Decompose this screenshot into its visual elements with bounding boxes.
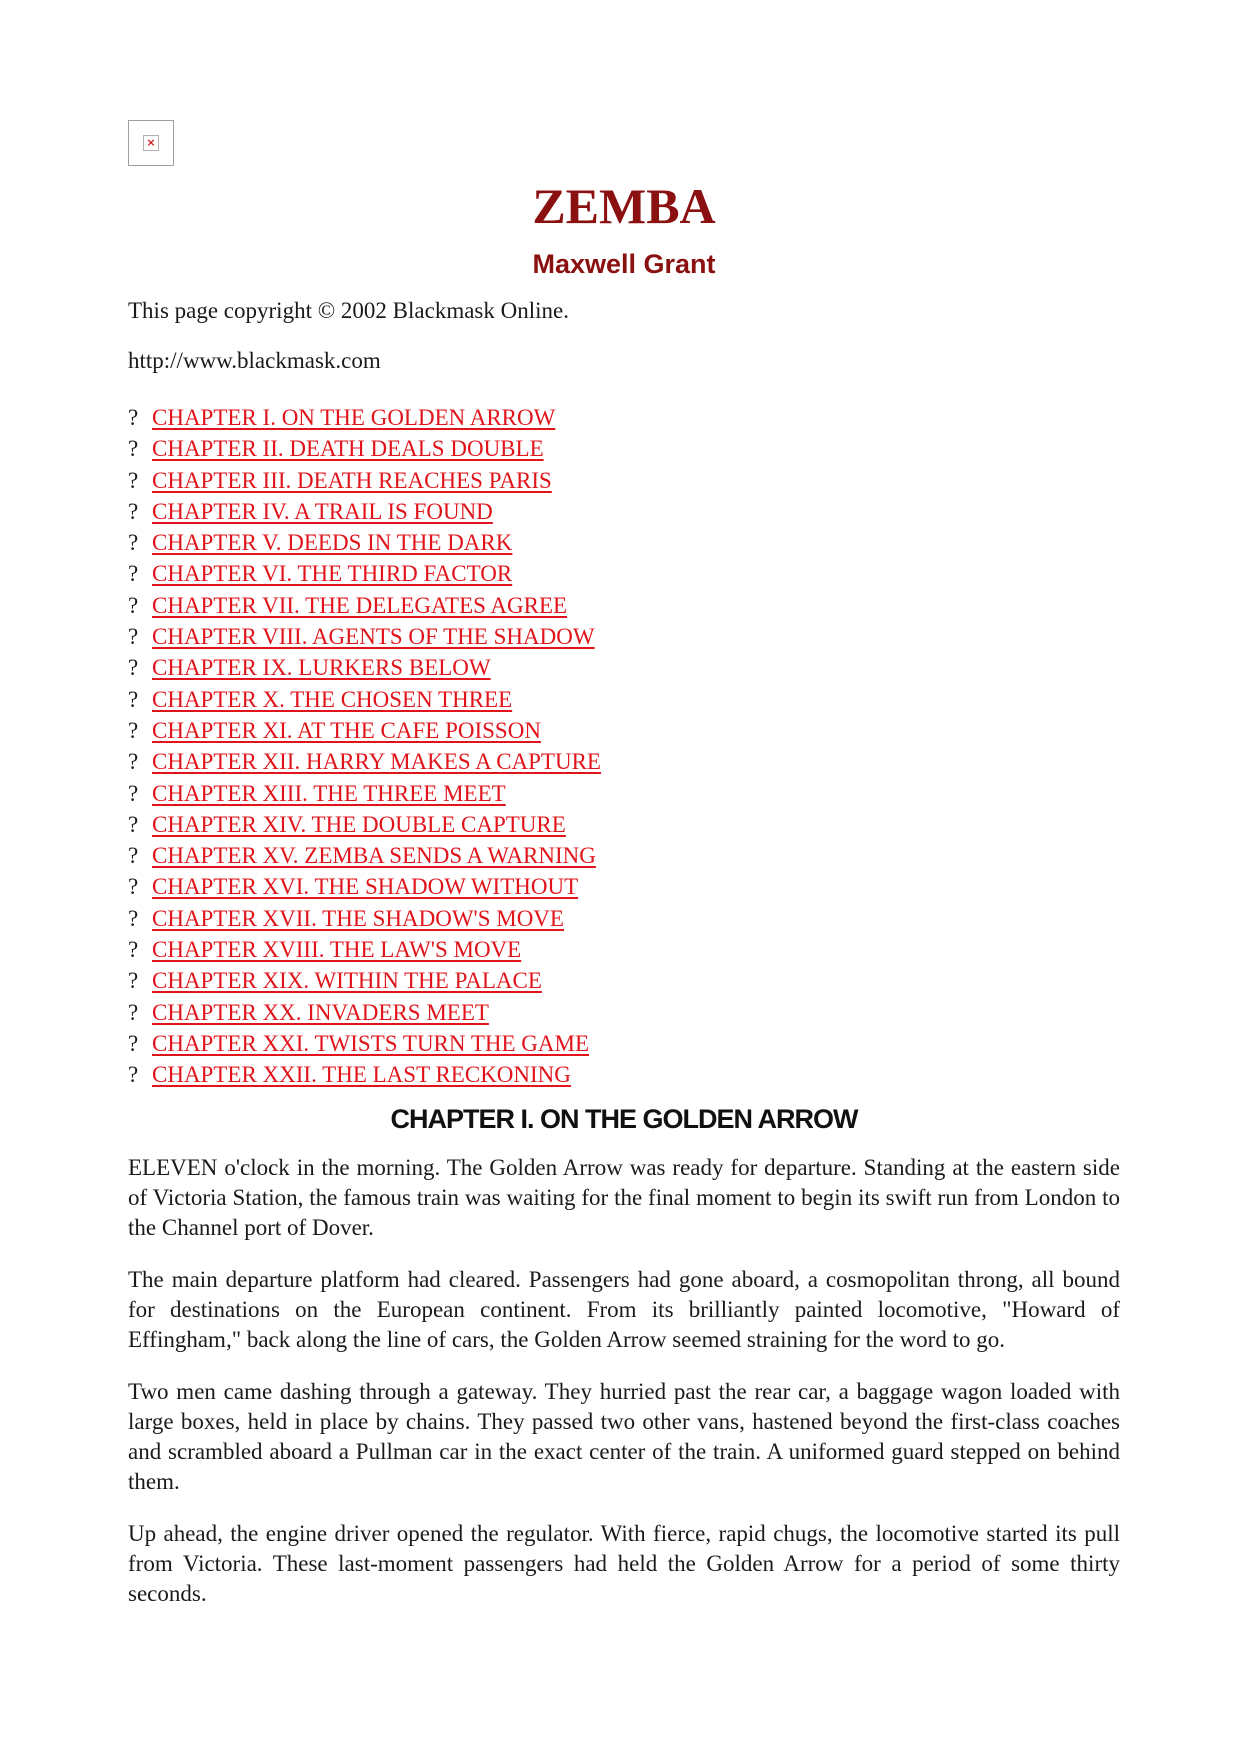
toc-bullet: ? xyxy=(128,1030,139,1056)
toc-bullet: ? xyxy=(128,811,139,837)
toc-bullet: ? xyxy=(128,561,139,587)
toc-item xyxy=(128,527,1120,558)
toc-bullet: ? xyxy=(128,874,139,900)
document-page xyxy=(128,120,1120,1609)
toc-bullet: ? xyxy=(128,999,139,1025)
chapter-paragraph: ELEVEN o'clock in the morning. The Golden Arrow was ready for departure. Standing at the eastern side of Victoria Station, the famous train was waiting for the final moment to begin its swift run from London to the Channel port of Dover. xyxy=(128,1154,1120,1240)
toc-bullet: ? xyxy=(128,655,139,681)
table-of-contents xyxy=(128,402,1120,1091)
toc-item xyxy=(128,402,1120,433)
toc-bullet: ? xyxy=(128,937,139,963)
toc-item xyxy=(128,1028,1120,1059)
toc-item xyxy=(128,840,1120,871)
toc-chapter-link[interactable]: CHAPTER V. DEEDS IN THE DARK xyxy=(152,530,513,556)
toc-item xyxy=(128,903,1120,934)
toc-item xyxy=(128,871,1120,902)
toc-item xyxy=(128,778,1120,809)
toc-bullet: ? xyxy=(128,530,139,556)
toc-chapter-link[interactable]: CHAPTER XIX. WITHIN THE PALACE xyxy=(152,968,542,994)
chapter-body xyxy=(128,1153,1120,1609)
toc-item xyxy=(128,558,1120,589)
toc-chapter-link[interactable]: CHAPTER XVI. THE SHADOW WITHOUT xyxy=(152,874,579,900)
toc-bullet: ? xyxy=(128,843,139,869)
toc-item xyxy=(128,1059,1120,1090)
toc-item xyxy=(128,433,1120,464)
chapter-paragraph: The main departure platform had cleared. Passengers had gone aboard, a cosmopolitan throng, all bound for destinations on the European continent. From its brilliantly painted locomotive, "Howard of Effingham," back along the line of cars, the Golden Arrow seemed straining for the word to go. xyxy=(128,1266,1120,1352)
toc-item xyxy=(128,934,1120,965)
toc-item xyxy=(128,684,1120,715)
toc-item xyxy=(128,590,1120,621)
toc-bullet: ? xyxy=(128,436,139,462)
toc-item xyxy=(128,746,1120,777)
toc-item xyxy=(128,809,1120,840)
toc-item xyxy=(128,997,1120,1028)
book-title: ZEMBA xyxy=(532,178,716,234)
toc-chapter-link[interactable]: CHAPTER IX. LURKERS BELOW xyxy=(152,655,491,681)
copyright-notice: This page copyright © 2002 Blackmask Online. xyxy=(128,298,569,323)
toc-chapter-link[interactable]: CHAPTER VI. THE THIRD FACTOR xyxy=(152,561,513,587)
toc-chapter-link[interactable]: CHAPTER XVII. THE SHADOW'S MOVE xyxy=(152,905,564,931)
publisher-url: http://www.blackmask.com xyxy=(128,348,381,373)
toc-chapter-link[interactable]: CHAPTER XIV. THE DOUBLE CAPTURE xyxy=(152,811,566,837)
toc-chapter-link[interactable]: CHAPTER XII. HARRY MAKES A CAPTURE xyxy=(152,749,601,775)
toc-chapter-link[interactable]: CHAPTER XVIII. THE LAW'S MOVE xyxy=(152,937,522,963)
toc-bullet: ? xyxy=(128,686,139,712)
toc-chapter-link[interactable]: CHAPTER XXII. THE LAST RECKONING xyxy=(152,1062,571,1088)
toc-item xyxy=(128,496,1120,527)
toc-chapter-link[interactable]: CHAPTER XV. ZEMBA SENDS A WARNING xyxy=(152,843,596,869)
toc-bullet: ? xyxy=(128,1062,139,1088)
toc-bullet: ? xyxy=(128,780,139,806)
toc-bullet: ? xyxy=(128,624,139,650)
toc-chapter-link[interactable]: CHAPTER XIII. THE THREE MEET xyxy=(152,780,506,806)
chapter-paragraph: Two men came dashing through a gateway. They hurried past the rear car, a baggage wagon loaded with large boxes, held in place by chains. They passed two other vans, hastened beyond the first-class coaches and scrambled aboard a Pullman car in the exact center of the train. A uniformed guard stepped on behind them. xyxy=(128,1378,1120,1494)
toc-item xyxy=(128,621,1120,652)
chapter-paragraph: Up ahead, the engine driver opened the regulator. With fierce, rapid chugs, the locomotive started its pull from Victoria. These last-moment passengers had held the Golden Arrow for a period of some thirty seconds. xyxy=(128,1520,1120,1606)
toc-item xyxy=(128,465,1120,496)
toc-chapter-link[interactable]: CHAPTER XI. AT THE CAFE POISSON xyxy=(152,717,541,743)
toc-chapter-link[interactable]: CHAPTER I. ON THE GOLDEN ARROW xyxy=(152,405,556,430)
toc-bullet: ? xyxy=(128,717,139,743)
broken-image-icon: × xyxy=(128,120,174,166)
toc-chapter-link[interactable]: CHAPTER VIII. AGENTS OF THE SHADOW xyxy=(152,624,595,650)
toc-bullet: ? xyxy=(128,749,139,775)
chapter-heading: CHAPTER I. ON THE GOLDEN ARROW xyxy=(390,1103,858,1134)
toc-chapter-link[interactable]: CHAPTER III. DEATH REACHES PARIS xyxy=(152,467,552,493)
toc-bullet: ? xyxy=(128,592,139,618)
toc-bullet: ? xyxy=(128,498,139,524)
toc-chapter-link[interactable]: CHAPTER IV. A TRAIL IS FOUND xyxy=(152,498,493,524)
book-author: Maxwell Grant xyxy=(532,249,716,279)
toc-bullet: ? xyxy=(128,467,139,493)
toc-item xyxy=(128,965,1120,996)
toc-chapter-link[interactable]: CHAPTER II. DEATH DEALS DOUBLE xyxy=(152,436,544,462)
toc-item xyxy=(128,652,1120,683)
toc-chapter-link[interactable]: CHAPTER XXI. TWISTS TURN THE GAME xyxy=(152,1030,590,1056)
toc-bullet: ? xyxy=(128,905,139,931)
toc-chapter-link[interactable]: CHAPTER XX. INVADERS MEET xyxy=(152,999,489,1025)
toc-chapter-link[interactable]: CHAPTER X. THE CHOSEN THREE xyxy=(152,686,513,712)
toc-bullet: ? xyxy=(128,405,139,430)
toc-item xyxy=(128,715,1120,746)
toc-bullet: ? xyxy=(128,968,139,994)
toc-chapter-link[interactable]: CHAPTER VII. THE DELEGATES AGREE xyxy=(152,592,568,618)
